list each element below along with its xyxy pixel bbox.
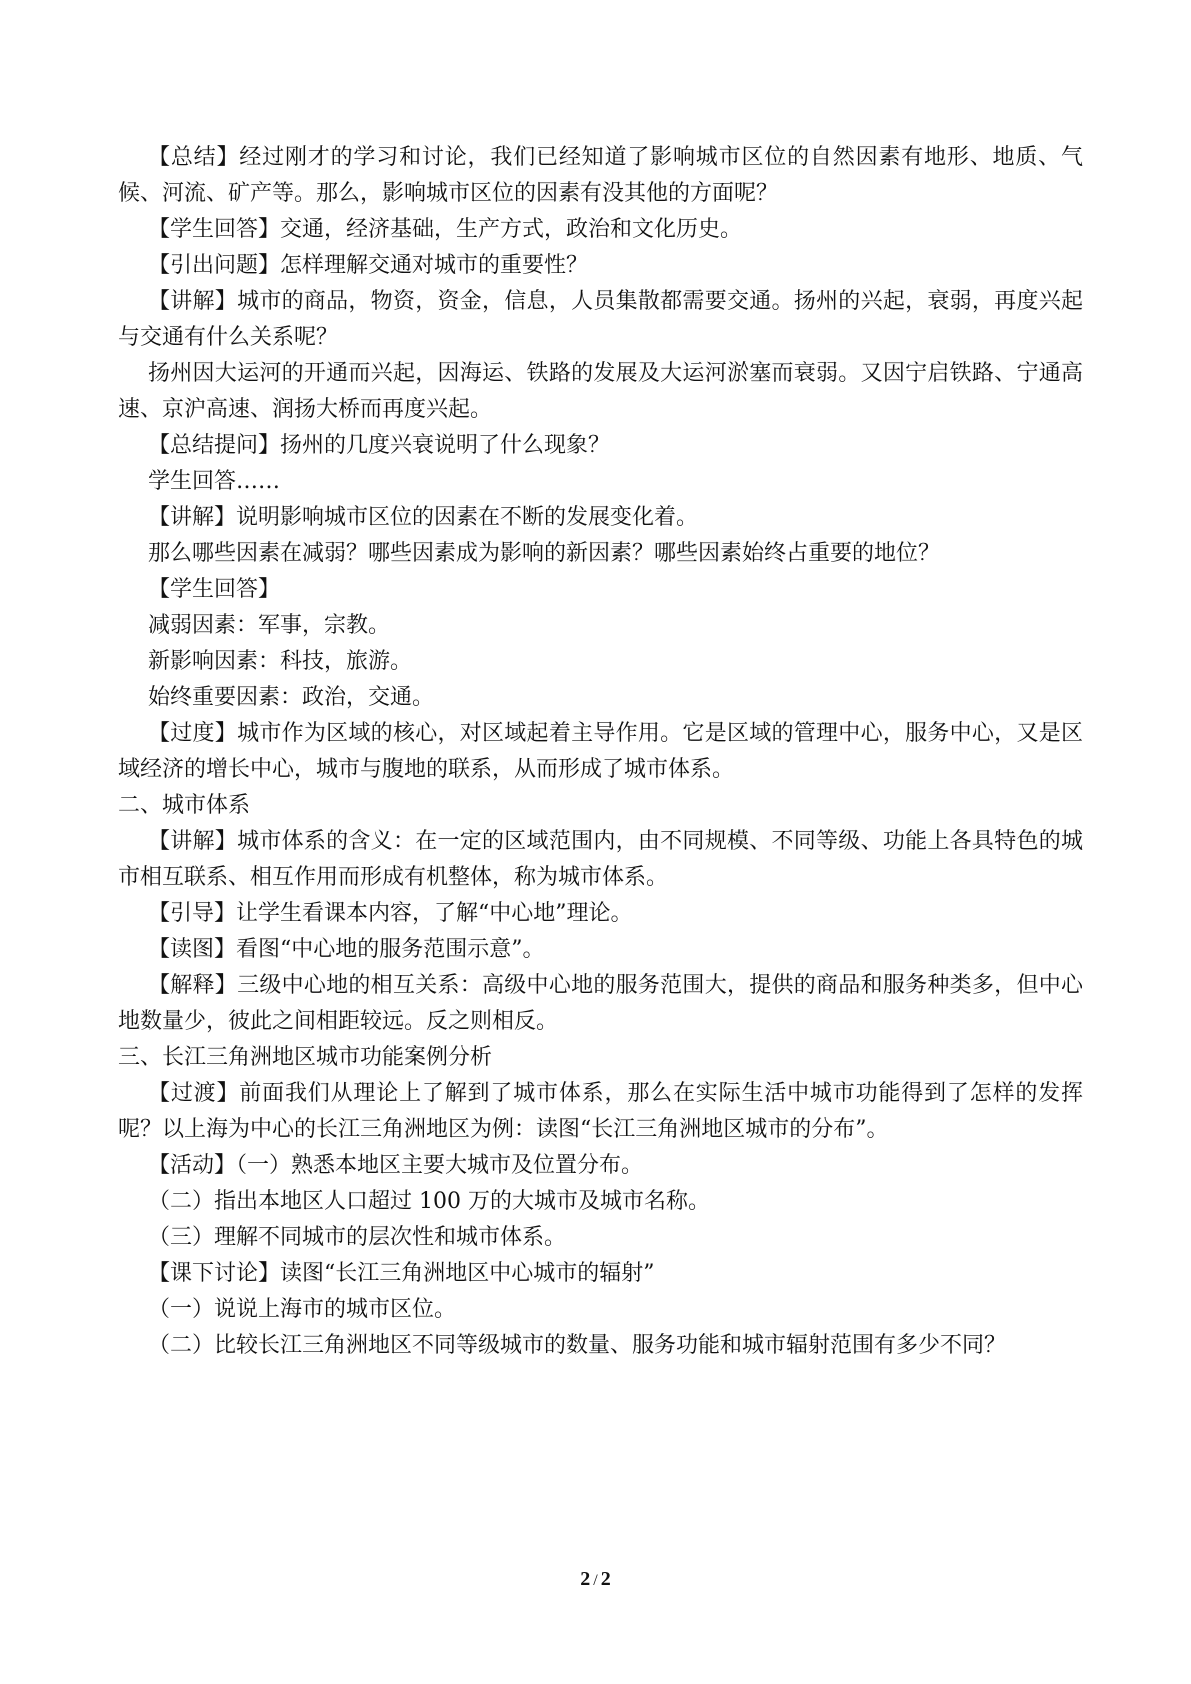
paragraph: （二）指出本地区人口超过 100 万的大城市及城市名称。 [148, 1189, 710, 1214]
paragraph: （三）理解不同城市的层次性和城市体系。 [148, 1225, 567, 1250]
paragraph: 【过度】城市作为区域的核心，对区域起着主导作用。它是区域的管理中心，服务中心，又是区域经济的增长中心，城市与腹地的联系，从而形成了城市体系。 [118, 721, 1083, 782]
page-current: 2 [580, 1568, 591, 1590]
page-number [0, 1568, 1191, 1591]
paragraph: 【讲解】说明影响城市区位的因素在不断的发展变化着。 [148, 505, 699, 530]
paragraph: 那么哪些因素在减弱？哪些因素成为影响的新因素？哪些因素始终占重要的地位？ [148, 541, 941, 566]
paragraph: 【讲解】城市体系的含义：在一定的区域范围内，由不同规模、不同等级、功能上各具特色的城市相互联系、相互作用而形成有机整体，称为城市体系。 [118, 829, 1083, 890]
paragraph: 【读图】看图“中心地的服务范围示意”。 [148, 937, 545, 962]
paragraph: 【引导】让学生看课本内容，了解“中心地”理论。 [148, 901, 633, 926]
paragraph: 【引出问题】怎样理解交通对城市的重要性？ [148, 253, 589, 278]
paragraph: 【总结】经过刚才的学习和讨论，我们已经知道了影响城市区位的自然因素有地形、地质、气候、河流、矿产等。那么，影响城市区位的因素有没其他的方面呢？ [118, 145, 1083, 206]
page-separator: / [593, 1572, 598, 1589]
paragraph: （二）比较长江三角洲地区不同等级城市的数量、服务功能和城市辐射范围有多少不同？ [148, 1333, 1007, 1358]
paragraph: 【总结提问】扬州的几度兴衰说明了什么现象？ [148, 433, 611, 458]
paragraph: 【过渡】前面我们从理论上了解到了城市体系，那么在实际生活中城市功能得到了怎样的发挥呢？以上海为中心的长江三角洲地区为例：读图“长江三角洲地区城市的分布”。 [118, 1081, 1083, 1142]
paragraph: 【活动】（一）熟悉本地区主要大城市及位置分布。 [148, 1153, 644, 1178]
paragraph: 【学生回答】交通，经济基础，生产方式，政治和文化历史。 [148, 217, 743, 242]
paragraph: 始终重要因素：政治，交通。 [148, 685, 435, 710]
section-heading: 三、长江三角洲地区城市功能案例分析 [118, 1045, 493, 1070]
paragraph: 【讲解】城市的商品，物资，资金，信息，人员集散都需要交通。扬州的兴起，衰弱，再度兴起与交通有什么关系呢？ [118, 289, 1083, 350]
document-body [118, 140, 1083, 1364]
paragraph: 减弱因素：军事，宗教。 [148, 613, 391, 638]
section-heading: 二、城市体系 [118, 793, 251, 818]
paragraph: 【解释】三级中心地的相互关系：高级中心地的服务范围大，提供的商品和服务种类多，但中心地数量少，彼此之间相距较远。反之则相反。 [118, 973, 1083, 1034]
paragraph: 学生回答…… [148, 469, 281, 494]
paragraph: 扬州因大运河的开通而兴起，因海运、铁路的发展及大运河淤塞而衰弱。又因宁启铁路、宁通高速、京沪高速、润扬大桥而再度兴起。 [118, 361, 1083, 422]
paragraph: 新影响因素：科技，旅游。 [148, 649, 413, 674]
paragraph: 【学生回答】 [148, 577, 281, 602]
paragraph: （一）说说上海市的城市区位。 [148, 1297, 457, 1322]
page-total: 2 [600, 1568, 611, 1590]
paragraph: 【课下讨论】读图“长江三角洲地区中心城市的辐射” [148, 1261, 655, 1286]
